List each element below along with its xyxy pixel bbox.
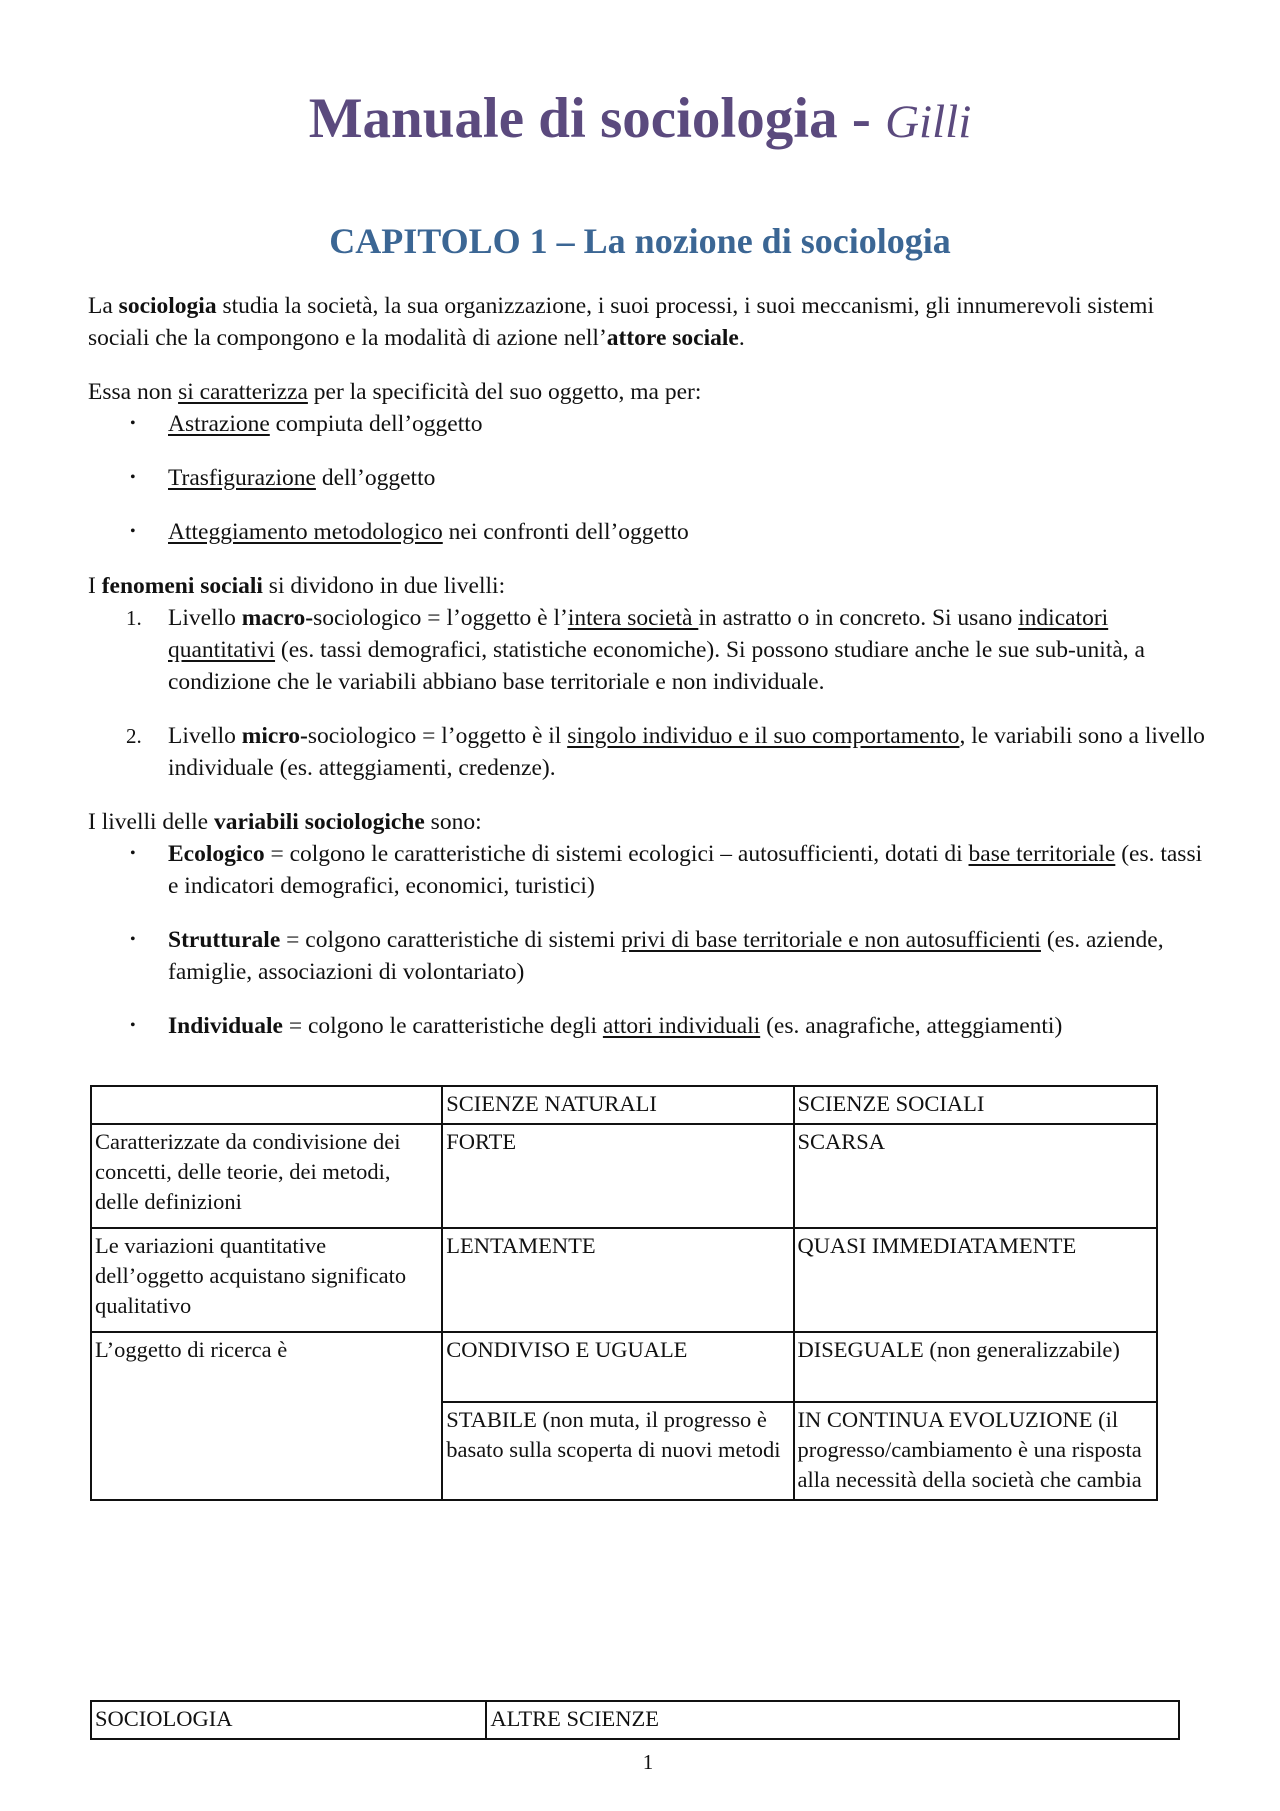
underlined-text: singolo individuo e il suo comportamento <box>567 723 960 749</box>
title-separator: - <box>837 87 886 150</box>
intro-paragraph <box>88 290 1218 354</box>
title-text: Manuale di sociologia <box>308 87 838 150</box>
bold-term: attore sociale <box>606 325 739 351</box>
underlined-text: Astrazione <box>168 411 270 437</box>
phenomena-paragraph <box>88 570 1218 602</box>
bullet-icon: • <box>130 415 136 432</box>
text: (es. tassi e indicatori demografici, economici, turistici) <box>168 841 1203 899</box>
table-cell: Caratterizzate da condivisione dei concetti, delle teorie, dei metodi, delle definizioni <box>91 1124 442 1228</box>
underlined-text: privi di base territoriale e non autosufficienti <box>621 927 1041 953</box>
table-row <box>91 1124 1157 1228</box>
text: sociologico = l’oggetto è l’ <box>313 605 568 631</box>
text: si dividono in due livelli: <box>262 573 506 599</box>
underlined-text: indicatori quantitativi <box>168 605 1109 663</box>
list-item <box>88 516 1218 548</box>
text: compiuta dell’oggetto <box>269 411 483 437</box>
table-header-cell <box>91 1086 442 1124</box>
bold-term: Strutturale <box>168 927 281 953</box>
text: Essa non <box>88 379 179 405</box>
list-item <box>88 838 1218 902</box>
text: I <box>88 573 102 599</box>
list-item <box>88 462 1218 494</box>
characterization-list <box>88 408 1218 548</box>
underlined-text: Trasfigurazione <box>168 465 316 491</box>
table-cell: Le variazioni quantitative dell’oggetto acquistano significato qualitativo <box>91 1228 442 1332</box>
document-title <box>0 88 1280 151</box>
table-row <box>91 1332 1157 1402</box>
table-header-cell: ALTRE SCIENZE <box>486 1701 1179 1739</box>
table-header-row <box>91 1701 1179 1739</box>
bullet-icon: • <box>130 931 136 948</box>
bold-term: macro- <box>241 605 314 631</box>
text: (es. tassi demografici, statistiche economiche). Si possono studiare anche le sue sub-unità, a condizione che le variabili abbiano base territoriale e non individuale. <box>168 637 1145 695</box>
text: sono: <box>424 809 482 835</box>
text: Livello <box>168 723 242 749</box>
text: = colgono le caratteristiche di sistemi ecologici – autosufficienti, dotati di <box>264 841 969 867</box>
table-cell: LENTAMENTE <box>442 1228 793 1332</box>
table-header-cell: SCIENZE SOCIALI <box>794 1086 1158 1124</box>
text: = colgono le caratteristiche degli <box>282 1013 603 1039</box>
list-item <box>88 924 1218 988</box>
underlined-text: Atteggiamento metodologico <box>168 519 443 545</box>
phenomena-list <box>88 602 1218 784</box>
page-number: 1 <box>642 1750 654 1774</box>
bullet-icon: • <box>130 1017 136 1034</box>
text: in astratto o in concreto. Si usano <box>698 605 1019 631</box>
bold-term: variabili sociologiche <box>213 809 425 835</box>
table-cell: L’oggetto di ricerca è <box>91 1332 442 1500</box>
characterization-paragraph <box>88 376 1218 408</box>
bullet-icon: • <box>130 845 136 862</box>
bold-term: Ecologico <box>168 841 265 867</box>
comparison-table <box>90 1085 1158 1501</box>
table-header-row <box>91 1086 1157 1124</box>
underlined-text: intera società <box>567 605 699 631</box>
list-item <box>88 1010 1218 1042</box>
underlined-text: base territoriale <box>968 841 1116 867</box>
table-header-cell: SOCIOLOGIA <box>91 1701 486 1739</box>
underlined-text: attori individuali <box>602 1013 761 1039</box>
list-item <box>88 720 1218 784</box>
document-body <box>88 290 1218 1042</box>
table-cell: DISEGUALE (non generalizzabile) <box>794 1332 1158 1402</box>
text: . <box>738 325 745 351</box>
bullet-icon: • <box>130 523 136 540</box>
text: , le variabili sono a livello individuale (es. atteggiamenti, credenze). <box>168 723 1205 781</box>
table-cell: IN CONTINUA EVOLUZIONE (il progresso/cambiamento è una risposta alla necessità della società che cambia <box>794 1402 1158 1500</box>
table-cell: STABILE (non muta, il progresso è basato sulla scoperta di nuovi metodi <box>442 1402 793 1500</box>
text: nei confronti dell’oggetto <box>442 519 689 545</box>
bullet-icon: • <box>130 469 136 486</box>
variables-paragraph <box>88 806 1218 838</box>
text: I livelli delle <box>88 809 214 835</box>
text: per la specificità del suo oggetto, ma per: <box>307 379 702 405</box>
variables-list <box>88 838 1218 1042</box>
text: = colgono caratteristiche di sistemi <box>280 927 622 953</box>
underlined-text: si caratterizza <box>178 379 308 405</box>
table-cell: FORTE <box>442 1124 793 1228</box>
table-row <box>91 1228 1157 1332</box>
sociology-comparison-table <box>90 1700 1180 1740</box>
table-cell: QUASI IMMEDIATAMENTE <box>794 1228 1158 1332</box>
item-number: 2. <box>126 724 142 748</box>
bold-term: Individuale <box>168 1013 283 1039</box>
list-item <box>88 408 1218 440</box>
table-cell: CONDIVISO E UGUALE <box>442 1332 793 1402</box>
text: sociologico = l’oggetto è il <box>307 723 568 749</box>
text: dell’oggetto <box>315 465 436 491</box>
chapter-heading: CAPITOLO 1 – La nozione di sociologia <box>329 221 951 261</box>
table-header-cell: SCIENZE NATURALI <box>442 1086 793 1124</box>
text: (es. aziende, famiglie, associazioni di volontariato) <box>168 927 1164 985</box>
text: La <box>88 293 119 319</box>
list-item <box>88 602 1218 698</box>
text: studia la società, la sua organizzazione, i suoi processi, i suoi meccanismi, gli innumerevoli sistemi sociali che la compongono e la modalità di azione nell’ <box>88 293 1154 351</box>
table-cell: SCARSA <box>794 1124 1158 1228</box>
item-number: 1. <box>126 606 142 630</box>
bold-term: sociologia <box>118 293 217 319</box>
text: Livello <box>168 605 242 631</box>
title-author: Gilli <box>885 96 972 148</box>
bold-term: fenomeni sociali <box>101 573 263 599</box>
bold-term: micro- <box>241 723 308 749</box>
text: (es. anagrafiche, atteggiamenti) <box>760 1013 1063 1039</box>
